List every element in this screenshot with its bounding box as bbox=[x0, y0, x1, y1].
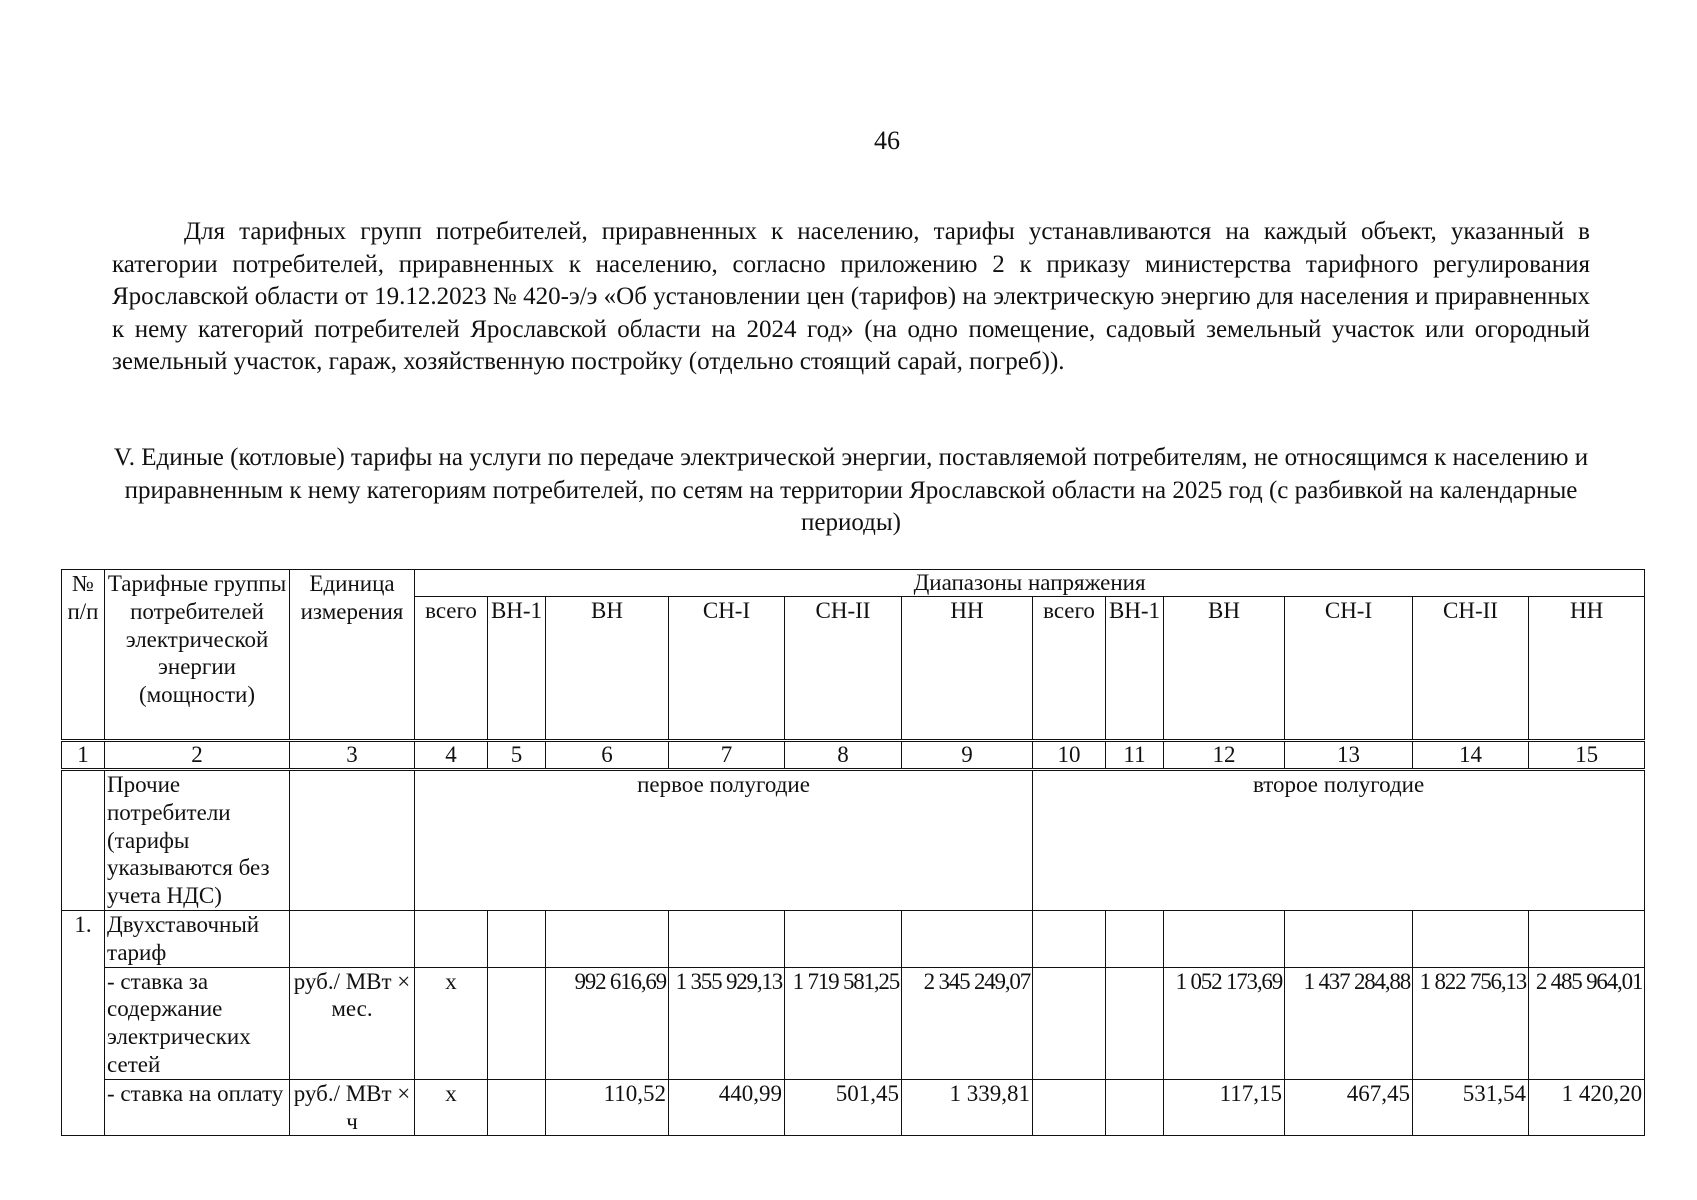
unit-cell: руб./ МВт × мес. bbox=[290, 967, 415, 1079]
column-number: 2 bbox=[105, 741, 290, 770]
value-cell: 501,45 bbox=[785, 1079, 902, 1136]
column-number: 3 bbox=[290, 741, 415, 770]
other-consumers-label: Прочие потребители (тарифы указываются без учета НДС) bbox=[105, 770, 290, 911]
header-groups: Тарифные группы потребителей электрической энергии (мощности) bbox=[105, 570, 290, 741]
rate-label: - ставка на оплату bbox=[105, 1079, 290, 1136]
total-cell: x bbox=[415, 967, 488, 1079]
value-cell: 2 485 964,01 bbox=[1529, 967, 1645, 1079]
header-sub: НН bbox=[902, 597, 1033, 741]
table-row-payment-rate bbox=[62, 1079, 1645, 1136]
column-number: 15 bbox=[1529, 741, 1645, 770]
section-heading: V. Единые (котловые) тарифы на услуги по передаче электрической энергии, поставляемой потребителям, не относящимся к населению и приравненным к нему категориям потребителей, по сетям на территории Ярославской области на 2025 год (с разбивкой на календарные периоды) bbox=[113, 444, 1589, 536]
header-sub: ВН bbox=[546, 597, 669, 741]
row-number: 1. bbox=[62, 910, 105, 1135]
header-unit: Единица измерения bbox=[290, 570, 415, 741]
value-cell: 467,45 bbox=[1285, 1079, 1413, 1136]
header-sub: всего bbox=[415, 597, 488, 741]
header-sub: ВН-1 bbox=[488, 597, 546, 741]
second-half-label: второе полугодие bbox=[1033, 770, 1645, 911]
unit-cell: руб./ МВт × ч bbox=[290, 1079, 415, 1136]
column-number: 8 bbox=[785, 741, 902, 770]
value-cell: 1 420,20 bbox=[1529, 1079, 1645, 1136]
column-number: 1 bbox=[62, 741, 105, 770]
header-sub: НН bbox=[1529, 597, 1645, 741]
column-number: 14 bbox=[1413, 741, 1529, 770]
header-sub: СН-II bbox=[785, 597, 902, 741]
header-sub: ВН-1 bbox=[1106, 597, 1164, 741]
column-number: 11 bbox=[1106, 741, 1164, 770]
column-number: 10 bbox=[1033, 741, 1106, 770]
first-half-label: первое полугодие bbox=[415, 770, 1033, 911]
intro-paragraph: Для тарифных групп потребителей, приравненных к населению, тарифы устанавливаются на каждый объект, указанный в категории потребителей, приравненных к населению, согласно приложению 2 к приказу министерства тарифного регулирования Ярославской области от 19.12.2023 № 420-э/э «Об установлении цен (тарифов) на электрическую энергию для населения и приравненных к нему категорий потребителей Ярославской области на 2024 год» (на одно помещение, садовый земельный участок или огородный земельный участок, гараж, хозяйственную постройку (отдельно стоящий сарай, погреб)). bbox=[112, 218, 1590, 375]
column-number: 7 bbox=[669, 741, 785, 770]
column-numbers-row bbox=[62, 741, 1645, 770]
value-cell: 1 052 173,69 bbox=[1164, 967, 1285, 1079]
period-row bbox=[62, 770, 1645, 911]
value-cell: 2 345 249,07 bbox=[902, 967, 1033, 1079]
column-number: 5 bbox=[488, 741, 546, 770]
table-row-maintenance-rate bbox=[62, 967, 1645, 1079]
rate-label: - ставка за содержание электрических сетей bbox=[105, 967, 290, 1079]
column-number: 9 bbox=[902, 741, 1033, 770]
header-num: № п/п bbox=[62, 570, 105, 741]
header-sub: ВН bbox=[1164, 597, 1285, 741]
table-row-two-part-tariff bbox=[62, 910, 1645, 967]
total-cell: x bbox=[415, 1079, 488, 1136]
value-cell: 531,54 bbox=[1413, 1079, 1529, 1136]
value-cell: 1 822 756,13 bbox=[1413, 967, 1529, 1079]
value-cell: 1 355 929,13 bbox=[669, 967, 785, 1079]
tariff-label: Двухставочный тариф bbox=[105, 910, 290, 967]
value-cell: 992 616,69 bbox=[546, 967, 669, 1079]
column-number: 4 bbox=[415, 741, 488, 770]
header-sub: всего bbox=[1033, 597, 1106, 741]
value-cell: 117,15 bbox=[1164, 1079, 1285, 1136]
value-cell: 110,52 bbox=[546, 1079, 669, 1136]
header-sub: СН-I bbox=[669, 597, 785, 741]
page-number: 46 bbox=[874, 126, 900, 155]
value-cell: 440,99 bbox=[669, 1079, 785, 1136]
header-voltage-ranges: Диапазоны напряжения bbox=[415, 570, 1645, 597]
header-sub: СН-II bbox=[1413, 597, 1529, 741]
header-row-1 bbox=[62, 570, 1645, 597]
value-cell: 1 339,81 bbox=[902, 1079, 1033, 1136]
value-cell: 1 437 284,88 bbox=[1285, 967, 1413, 1079]
column-number: 13 bbox=[1285, 741, 1413, 770]
column-number: 6 bbox=[546, 741, 669, 770]
column-number: 12 bbox=[1164, 741, 1285, 770]
header-sub: СН-I bbox=[1285, 597, 1413, 741]
tariff-table bbox=[61, 569, 1645, 1136]
value-cell: 1 719 581,25 bbox=[785, 967, 902, 1079]
